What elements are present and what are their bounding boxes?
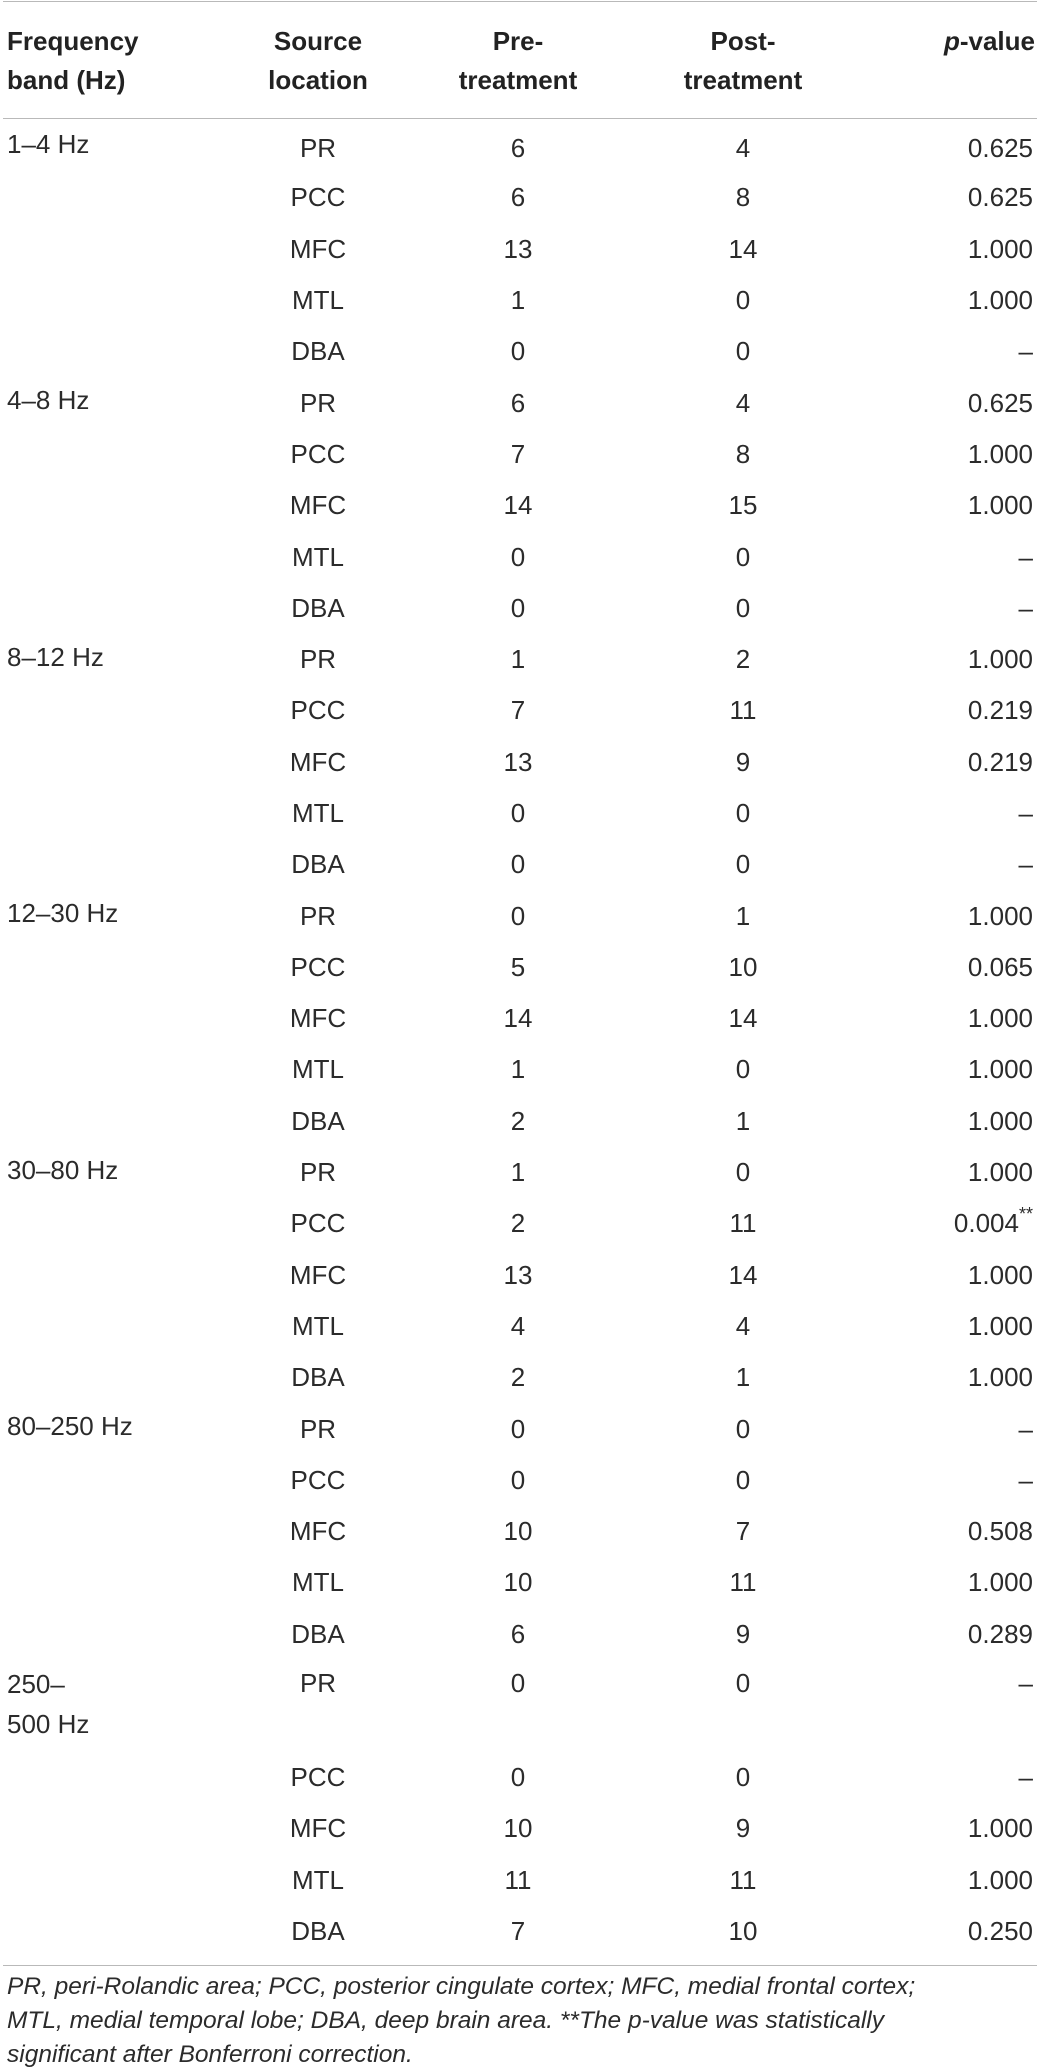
table-row bbox=[3, 1352, 1037, 1403]
frequency-band-cell bbox=[3, 1044, 233, 1095]
post-treatment-cell: 0 bbox=[735, 592, 751, 623]
p-value-cell: – bbox=[1018, 592, 1033, 623]
source-location-cell: DBA bbox=[291, 1362, 345, 1393]
post-treatment-cell: 0 bbox=[735, 849, 751, 880]
table-body bbox=[3, 119, 1037, 1957]
p-value-cell: 0.625 bbox=[967, 182, 1033, 213]
post-treatment-cell: 7 bbox=[735, 1516, 751, 1547]
table-row bbox=[3, 1557, 1037, 1608]
post-treatment-cell: 0 bbox=[735, 285, 751, 316]
p-value-cell: – bbox=[1018, 1413, 1033, 1444]
source-location-cell: PCC bbox=[290, 1464, 346, 1495]
pre-treatment-cell: 7 bbox=[510, 1915, 526, 1946]
table-row bbox=[3, 1752, 1037, 1803]
table-row bbox=[3, 119, 1037, 172]
frequency-band-cell bbox=[3, 993, 233, 1044]
post-treatment-cell: 11 bbox=[729, 1208, 757, 1239]
table-row bbox=[3, 890, 1037, 941]
source-location-cell: DBA bbox=[291, 1618, 345, 1649]
source-location-cell: PR bbox=[299, 900, 337, 931]
p-value-cell: 0.289 bbox=[967, 1618, 1033, 1649]
frequency-band-cell: 80–250 Hz bbox=[7, 1411, 133, 1442]
p-value-cell: 1.000 bbox=[967, 900, 1033, 931]
post-treatment-cell: 14 bbox=[728, 233, 758, 264]
table-row bbox=[3, 377, 1037, 428]
post-treatment-cell: 8 bbox=[735, 438, 751, 469]
source-location-cell: PCC bbox=[290, 438, 346, 469]
frequency-band-cell bbox=[3, 172, 233, 223]
source-location-cell: DBA bbox=[291, 849, 345, 880]
frequency-band-cell bbox=[3, 1609, 233, 1660]
pre-treatment-cell: 1 bbox=[510, 1054, 526, 1085]
p-value-cell: 1.000 bbox=[967, 1362, 1033, 1393]
post-treatment-cell: 11 bbox=[729, 1864, 757, 1895]
source-location-cell: MFC bbox=[289, 1259, 347, 1290]
post-treatment-cell: 4 bbox=[735, 387, 751, 418]
p-value-cell: 1.000 bbox=[967, 490, 1033, 521]
results-table bbox=[3, 2, 1037, 1957]
table-row bbox=[3, 480, 1037, 531]
source-location-cell: PR bbox=[299, 1157, 337, 1188]
source-location-cell: MTL bbox=[292, 285, 344, 316]
table-row bbox=[3, 1096, 1037, 1147]
frequency-band-cell: 250– 500 Hz bbox=[7, 1668, 90, 1739]
post-treatment-cell: 0 bbox=[735, 1157, 751, 1188]
table-row bbox=[3, 685, 1037, 736]
post-treatment-cell: 4 bbox=[735, 1310, 751, 1341]
pre-treatment-cell: 0 bbox=[510, 900, 526, 931]
frequency-band-cell bbox=[3, 685, 233, 736]
p-value-cell: – bbox=[1018, 849, 1033, 880]
frequency-band-cell bbox=[3, 1198, 233, 1249]
frequency-band-cell bbox=[3, 275, 233, 326]
source-location-cell: PCC bbox=[290, 1762, 346, 1793]
pre-treatment-cell: 10 bbox=[503, 1516, 533, 1547]
post-treatment-cell: 9 bbox=[735, 1813, 751, 1844]
p-value-cell: 1.000 bbox=[967, 1157, 1033, 1188]
frequency-band-cell bbox=[3, 429, 233, 480]
p-value-cell: 1.000 bbox=[967, 1054, 1033, 1085]
source-location-cell: MTL bbox=[292, 1864, 344, 1895]
pre-treatment-cell: 11 bbox=[504, 1864, 532, 1895]
pre-treatment-cell: 10 bbox=[503, 1567, 533, 1598]
significance-marker: ** bbox=[1018, 1204, 1033, 1225]
pre-treatment-cell: 0 bbox=[510, 1413, 526, 1444]
source-location-cell: PR bbox=[299, 387, 337, 418]
p-value-cell: – bbox=[1018, 1464, 1033, 1495]
p-value-cell: 0.219 bbox=[967, 746, 1033, 777]
source-location-cell: PCC bbox=[290, 1208, 346, 1239]
p-value-cell: 0.625 bbox=[967, 387, 1033, 418]
pre-treatment-cell: 13 bbox=[503, 1259, 533, 1290]
post-treatment-cell: 2 bbox=[735, 644, 751, 675]
p-value-cell: 0.004** bbox=[953, 1204, 1033, 1239]
frequency-band-cell bbox=[3, 1855, 233, 1906]
table-row bbox=[3, 1906, 1037, 1957]
post-treatment-cell: 1 bbox=[735, 1362, 751, 1393]
post-treatment-cell: 4 bbox=[735, 133, 751, 164]
pre-treatment-cell: 10 bbox=[503, 1813, 533, 1844]
p-value-cell: 0.508 bbox=[967, 1516, 1033, 1547]
post-treatment-cell: 0 bbox=[735, 1762, 751, 1793]
source-location-cell: PR bbox=[299, 1413, 337, 1444]
pre-treatment-cell: 0 bbox=[510, 1464, 526, 1495]
pre-treatment-cell: 1 bbox=[510, 1157, 526, 1188]
table-row bbox=[3, 224, 1037, 275]
table-row bbox=[3, 1147, 1037, 1198]
header-source-location: Source location bbox=[268, 26, 368, 95]
p-value-cell: 1.000 bbox=[967, 233, 1033, 264]
p-value-cell: – bbox=[1018, 336, 1033, 367]
post-treatment-cell: 0 bbox=[735, 1413, 751, 1444]
post-treatment-cell: 10 bbox=[728, 951, 758, 982]
p-value-cell: 1.000 bbox=[967, 438, 1033, 469]
p-value-cell: – bbox=[1018, 1667, 1033, 1698]
source-location-cell: MFC bbox=[289, 1003, 347, 1034]
p-value-cell: 1.000 bbox=[967, 1864, 1033, 1895]
pre-treatment-cell: 0 bbox=[510, 1667, 526, 1698]
frequency-band-cell bbox=[3, 1250, 233, 1301]
header-frequency-band: Frequency band (Hz) bbox=[7, 26, 139, 95]
table-row bbox=[3, 1403, 1037, 1454]
post-treatment-cell: 1 bbox=[735, 1105, 751, 1136]
post-treatment-cell: 10 bbox=[728, 1915, 758, 1946]
header-pre-treatment: Pre- treatment bbox=[458, 26, 578, 95]
frequency-band-cell bbox=[3, 1352, 233, 1403]
source-location-cell: MTL bbox=[292, 798, 344, 828]
pre-treatment-cell: 0 bbox=[510, 336, 526, 367]
frequency-band-cell: 12–30 Hz bbox=[7, 898, 119, 929]
table-row bbox=[3, 275, 1037, 326]
table-row bbox=[3, 1803, 1037, 1854]
p-value-cell: 0.250 bbox=[967, 1915, 1033, 1946]
table-row bbox=[3, 1455, 1037, 1506]
table-row bbox=[3, 1250, 1037, 1301]
table-row bbox=[3, 634, 1037, 685]
frequency-band-cell: 1–4 Hz bbox=[7, 129, 90, 159]
p-value-cell: 0.219 bbox=[967, 695, 1033, 726]
p-value-cell: 1.000 bbox=[967, 1105, 1033, 1136]
p-value-cell: 0.065 bbox=[967, 951, 1033, 982]
table-row bbox=[3, 172, 1037, 223]
table-row bbox=[3, 1301, 1037, 1352]
source-location-cell: PR bbox=[299, 133, 337, 164]
pre-treatment-cell: 6 bbox=[510, 1618, 526, 1649]
frequency-band-cell bbox=[3, 583, 233, 634]
source-location-cell: DBA bbox=[291, 336, 345, 367]
table-footnote bbox=[3, 1966, 1037, 2072]
frequency-band-cell bbox=[3, 737, 233, 788]
post-treatment-cell: 9 bbox=[735, 1618, 751, 1649]
table-row bbox=[3, 1855, 1037, 1906]
p-value-cell: 1.000 bbox=[967, 1567, 1033, 1598]
pre-treatment-cell: 6 bbox=[510, 182, 526, 213]
source-location-cell: DBA bbox=[291, 1915, 345, 1946]
frequency-band-cell bbox=[3, 1752, 233, 1803]
p-value-cell: 1.000 bbox=[967, 1003, 1033, 1034]
table-row bbox=[3, 839, 1037, 890]
pre-treatment-cell: 2 bbox=[510, 1105, 526, 1136]
post-treatment-cell: 0 bbox=[735, 336, 751, 367]
table-row bbox=[3, 429, 1037, 480]
post-treatment-cell: 8 bbox=[735, 182, 751, 213]
p-value-cell: – bbox=[1018, 1762, 1033, 1793]
table-row bbox=[3, 583, 1037, 634]
table-container bbox=[3, 1, 1037, 2072]
table-row bbox=[3, 788, 1037, 839]
frequency-band-cell bbox=[3, 531, 233, 582]
table-row bbox=[3, 1609, 1037, 1660]
pre-treatment-cell: 0 bbox=[510, 592, 526, 623]
frequency-band-cell bbox=[3, 942, 233, 993]
pre-treatment-cell: 14 bbox=[503, 490, 533, 521]
source-location-cell: MFC bbox=[289, 490, 347, 521]
frequency-band-cell bbox=[3, 1455, 233, 1506]
source-location-cell: PCC bbox=[290, 182, 346, 213]
footnote-line-1: PR, peri-Rolandic area; PCC, posterior cingulate cortex; MFC, medial frontal cortex; bbox=[7, 1973, 916, 2001]
p-value-cell: 1.000 bbox=[967, 1310, 1033, 1341]
pre-treatment-cell: 7 bbox=[510, 438, 526, 469]
pre-treatment-cell: 13 bbox=[503, 746, 533, 777]
table-row bbox=[3, 993, 1037, 1044]
table-row bbox=[3, 1044, 1037, 1095]
p-value-cell: 1.000 bbox=[967, 644, 1033, 675]
post-treatment-cell: 11 bbox=[729, 1567, 757, 1598]
post-treatment-cell: 0 bbox=[735, 1054, 751, 1085]
frequency-band-cell bbox=[3, 1906, 233, 1957]
frequency-band-cell bbox=[3, 839, 233, 890]
source-location-cell: PR bbox=[299, 644, 337, 675]
post-treatment-cell: 14 bbox=[728, 1003, 758, 1034]
frequency-band-cell bbox=[3, 788, 233, 839]
pre-treatment-cell: 0 bbox=[510, 1762, 526, 1793]
pre-treatment-cell: 1 bbox=[510, 644, 526, 675]
header-post-treatment: Post- treatment bbox=[683, 26, 803, 95]
table-row bbox=[3, 326, 1037, 377]
table-row bbox=[3, 942, 1037, 993]
frequency-band-cell bbox=[3, 224, 233, 275]
frequency-band-cell: 30–80 Hz bbox=[7, 1154, 119, 1185]
source-location-cell: MTL bbox=[292, 1310, 344, 1341]
table-row bbox=[3, 1660, 1037, 1752]
table-header bbox=[3, 2, 1037, 119]
pre-treatment-cell: 0 bbox=[510, 798, 526, 828]
pre-treatment-cell: 6 bbox=[510, 387, 526, 418]
pre-treatment-cell: 5 bbox=[510, 951, 526, 982]
post-treatment-cell: 0 bbox=[735, 1464, 751, 1495]
source-location-cell: MFC bbox=[289, 1516, 347, 1547]
frequency-band-cell bbox=[3, 1803, 233, 1854]
frequency-band-cell bbox=[3, 1506, 233, 1557]
p-value-cell: 1.000 bbox=[967, 1259, 1033, 1290]
pre-treatment-cell: 1 bbox=[510, 285, 526, 316]
source-location-cell: MTL bbox=[292, 1567, 344, 1598]
pre-treatment-cell: 14 bbox=[503, 1003, 533, 1034]
post-treatment-cell: 1 bbox=[735, 900, 751, 931]
source-location-cell: DBA bbox=[291, 1105, 345, 1136]
post-treatment-cell: 11 bbox=[729, 695, 757, 726]
frequency-band-cell bbox=[3, 480, 233, 531]
p-value-cell: 1.000 bbox=[967, 1813, 1033, 1844]
footnote-line-2: MTL, medial temporal lobe; DBA, deep brain area. **The p-value was statistically bbox=[7, 2007, 884, 2035]
pre-treatment-cell: 4 bbox=[510, 1310, 526, 1341]
pre-treatment-cell: 0 bbox=[510, 849, 526, 880]
source-location-cell: PR bbox=[299, 1667, 337, 1698]
pre-treatment-cell: 2 bbox=[510, 1208, 526, 1239]
source-location-cell: MFC bbox=[289, 233, 347, 264]
pre-treatment-cell: 2 bbox=[510, 1362, 526, 1393]
p-value-cell: 0.625 bbox=[967, 133, 1033, 164]
footnote-line-3: significant after Bonferroni correction. bbox=[7, 2041, 413, 2069]
pre-treatment-cell: 6 bbox=[510, 133, 526, 164]
source-location-cell: MFC bbox=[289, 1813, 347, 1844]
pre-treatment-cell: 0 bbox=[510, 541, 526, 572]
frequency-band-cell bbox=[3, 1096, 233, 1147]
p-value-cell: – bbox=[1018, 541, 1033, 572]
source-location-cell: PCC bbox=[290, 951, 346, 982]
post-treatment-cell: 15 bbox=[728, 490, 758, 521]
header-p-value: p-value bbox=[943, 26, 1035, 56]
table-row bbox=[3, 1506, 1037, 1557]
post-treatment-cell: 14 bbox=[728, 1259, 758, 1290]
frequency-band-cell: 4–8 Hz bbox=[7, 385, 90, 416]
frequency-band-cell bbox=[3, 1557, 233, 1608]
post-treatment-cell: 0 bbox=[735, 541, 751, 572]
frequency-band-cell: 8–12 Hz bbox=[7, 641, 104, 672]
source-location-cell: MTL bbox=[292, 541, 344, 572]
source-location-cell: PCC bbox=[290, 695, 346, 726]
pre-treatment-cell: 7 bbox=[510, 695, 526, 726]
frequency-band-cell bbox=[3, 1301, 233, 1352]
source-location-cell: DBA bbox=[291, 592, 345, 623]
p-value-cell: 1.000 bbox=[967, 285, 1033, 316]
post-treatment-cell: 0 bbox=[735, 798, 751, 828]
table-row bbox=[3, 531, 1037, 582]
source-location-cell: MTL bbox=[292, 1054, 344, 1085]
post-treatment-cell: 0 bbox=[735, 1667, 751, 1698]
p-value-cell: – bbox=[1018, 798, 1033, 828]
pre-treatment-cell: 13 bbox=[503, 233, 533, 264]
table-row bbox=[3, 1198, 1037, 1249]
post-treatment-cell: 9 bbox=[735, 746, 751, 777]
table-row bbox=[3, 737, 1037, 788]
source-location-cell: MFC bbox=[289, 746, 347, 777]
frequency-band-cell bbox=[3, 326, 233, 377]
